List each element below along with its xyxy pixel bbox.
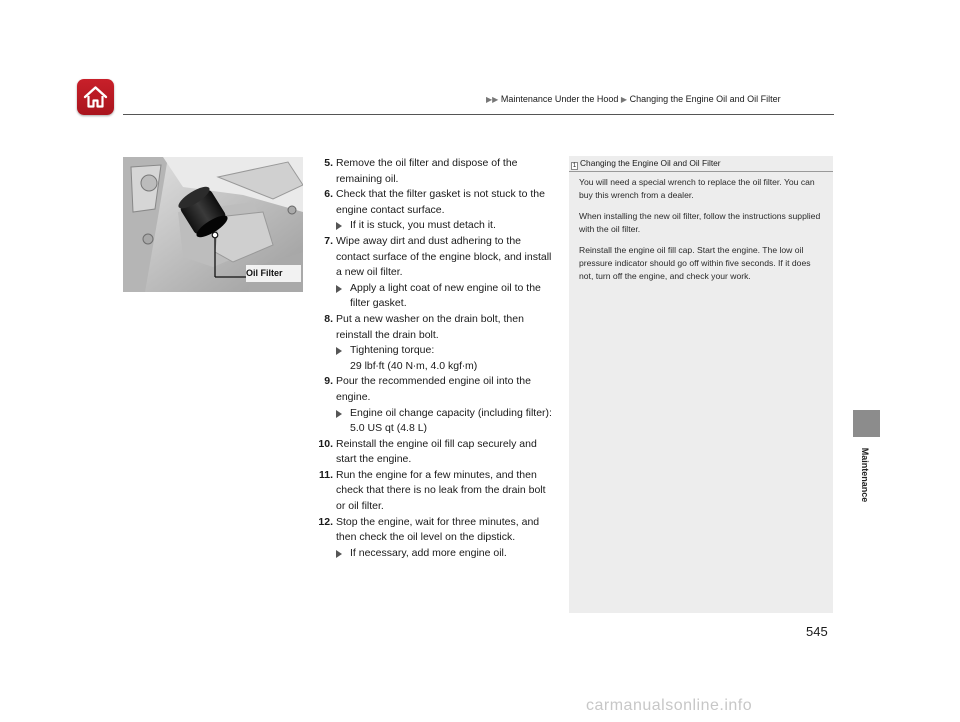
arrow-bullet-icon bbox=[336, 222, 342, 230]
sidebar-paragraph: You will need a special wrench to replace the oil filter. You can buy this wrench from a dealer. bbox=[579, 177, 815, 200]
procedure-steps bbox=[316, 156, 556, 561]
chevron-right-icon: ▶▶ bbox=[486, 95, 499, 104]
reference-marker-icon: 1 bbox=[572, 163, 577, 169]
step-12-note: If necessary, add more engine oil. bbox=[316, 546, 556, 562]
sidebar-title: 1 Changing the Engine Oil and Oil Filter bbox=[572, 158, 721, 169]
oil-filter-callout: Oil Filter bbox=[246, 268, 283, 278]
step-10: 10. Reinstall the engine oil fill cap securely and start the engine. bbox=[318, 437, 537, 466]
step-12: 12. Stop the engine, wait for three minutes, and then check the oil level on the dipstick. bbox=[318, 515, 540, 544]
step-5: 5. Remove the oil filter and dispose of the remaining oil. bbox=[324, 157, 518, 185]
arrow-bullet-icon bbox=[336, 410, 342, 418]
arrow-bullet-icon bbox=[336, 347, 342, 355]
arrow-bullet-icon bbox=[336, 550, 342, 558]
page-number: 545 bbox=[806, 624, 828, 639]
breadcrumb-section[interactable]: Maintenance Under the Hood bbox=[500, 94, 619, 104]
section-tab-marker[interactable] bbox=[853, 410, 880, 437]
watermark: carmanualsonline.info bbox=[586, 697, 753, 714]
step-7-note: Apply a light coat of new engine oil to the filter gasket. bbox=[316, 281, 556, 312]
breadcrumb-topic[interactable]: Changing the Engine Oil and Oil Filter bbox=[629, 94, 781, 104]
step-8-note: Tightening torque: 29 lbf∙ft (40 N∙m, 4.0 kgf∙m) bbox=[316, 343, 556, 374]
step-11: 11. Run the engine for a few minutes, and then check that there is no leak from the drain bolt or oil filter. bbox=[318, 468, 546, 513]
step-6-note: If it is stuck, you must detach it. bbox=[316, 218, 556, 234]
step-9: 9. Pour the recommended engine oil into the engine. bbox=[324, 375, 531, 403]
arrow-bullet-icon bbox=[336, 285, 342, 293]
home-button[interactable] bbox=[77, 79, 114, 115]
section-tab-label[interactable]: Maintenance bbox=[860, 447, 870, 503]
sidebar-paragraph: Reinstall the engine oil fill cap. Start the engine. The low oil pressure indicator should go off within five seconds. If it does not, turn off the engine, and check your work. bbox=[579, 245, 811, 281]
step-8: 8. Put a new washer on the drain bolt, then reinstall the drain bolt. bbox=[324, 312, 524, 341]
chevron-right-icon: ▶ bbox=[620, 95, 628, 104]
sidebar-divider bbox=[569, 171, 833, 172]
step-6: 6. Check that the filter gasket is not stuck to the engine contact surface. bbox=[324, 188, 545, 216]
header-divider bbox=[123, 114, 834, 115]
home-icon bbox=[83, 85, 108, 109]
sidebar-note bbox=[569, 156, 833, 613]
sidebar-body bbox=[579, 176, 827, 291]
sidebar-paragraph: When installing the new oil filter, follow the instructions supplied with the oil filter. bbox=[579, 211, 821, 234]
step-7: 7. Wipe away dirt and dust adhering to the contact surface of the engine block, and install a new oil filter. bbox=[324, 234, 552, 279]
step-9-note: Engine oil change capacity (including filter): 5.0 US qt (4.8 L) bbox=[316, 406, 556, 437]
breadcrumb bbox=[486, 94, 781, 104]
